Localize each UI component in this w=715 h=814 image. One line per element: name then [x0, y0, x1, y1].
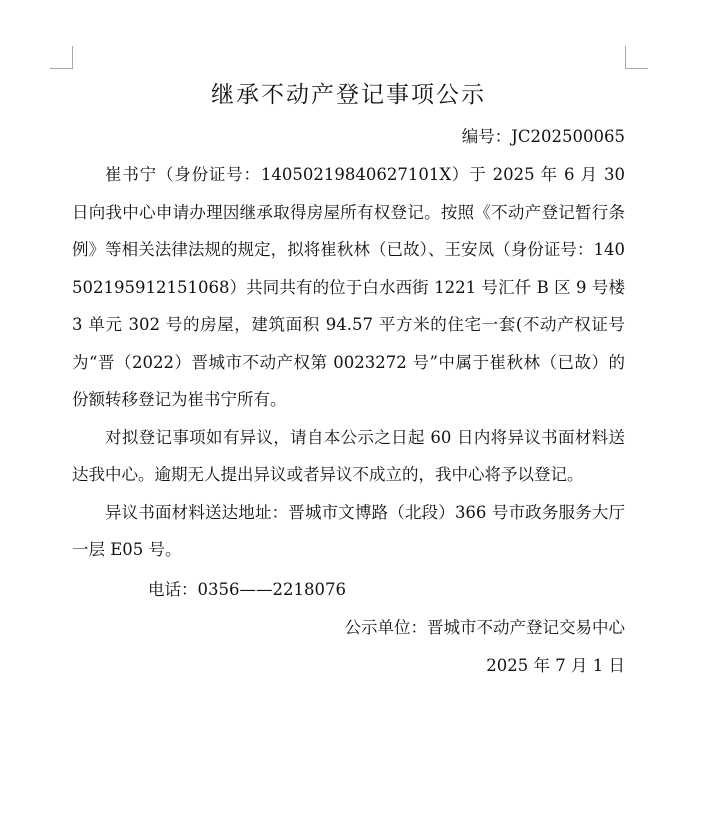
- margin-mark-top-left: [50, 46, 73, 69]
- paragraph-application: 崔书宁（身份证号：14050219840627101X）于 2025 年 6 月 30 日向我中心申请办理因继承取得房屋所有权登记。按照《不动产登记暂行条例》等相关法律法规的规定，拟将崔秋林（已故）、王安凤（身份证号：140502195912151068）共同共有的位于白水西街 1221 号汇仟 B 区 9 号楼 3 单元 302 号的房屋，建筑面积 94.57 平方米的住宅一套(不动产权证号为“晋（2022）晋城市不动产权第 0023272 号”中属于崔秋林（已故）的份额转移登记为崔书宁所有。: [72, 165, 625, 409]
- margin-mark-top-right: [625, 46, 648, 69]
- issuing-unit: 公示单位：晋城市不动产登记交易中心: [344, 617, 625, 637]
- document-page: [72, 70, 625, 685]
- paragraph-objection: 对拟登记事项如有异议，请自本公示之日起 60 日内将异议书面材料送达我中心。逾期无人提出异议或者异议不成立的，我中心将予以登记。: [72, 427, 625, 484]
- contact-phone: 电话：0356——2218076: [148, 579, 346, 599]
- paragraph-address: 异议书面材料送达地址：晋城市文博路（北段）366 号市政务服务大厅一层 E05 号。: [72, 502, 625, 559]
- notice-title: 继承不动产登记事项公示: [211, 82, 486, 108]
- reference-number: 编号：JC202500065: [461, 127, 625, 146]
- notice-date: 2025 年 7 月 1 日: [486, 655, 625, 675]
